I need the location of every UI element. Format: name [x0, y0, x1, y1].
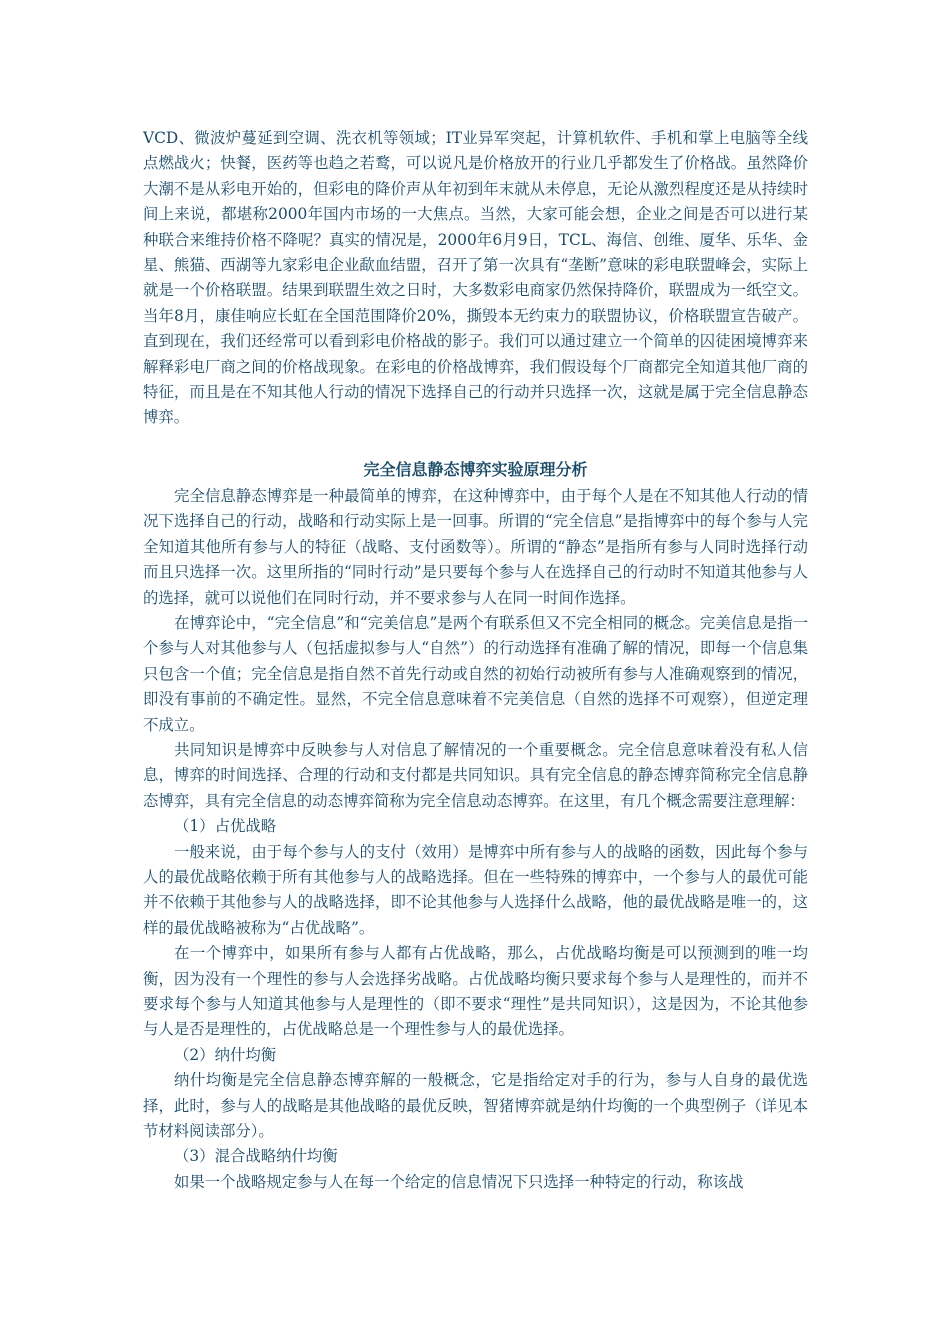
paragraph-nash-equilibrium: 纳什均衡是完全信息静态博弈解的一般概念，它是指给定对手的行为，参与人自身的最优选择，此时，参与人的战略是其他战略的最优反映，智猪博弈就是纳什均衡的一个典型例子（详见本节材料阅读部分）。 — [143, 1071, 808, 1141]
intro-paragraph: VCD、微波炉蔓延到空调、洗衣机等领域；IT业异军突起，计算机软件、手机和掌上电脑等全线点燃战火；快餐，医药等也趋之若鹜，可以说凡是价格放开的行业几乎都发生了价格战。虽然降价大潮不是从彩电开始的，但彩电的降价声从年初到年末就从未停息，无论从激烈程度还是从持续时间上来说，都堪称2000年国内市场的一大焦点。当然，大家可能会想，企业之间是否可以进行某种联合来维持价格不降呢？真实的情况是，2000年6月9日，TCL、海信、创维、厦华、乐华、金星、熊猫、西湖等九家彩电企业歃血结盟，召开了第一次具有“垄断”意味的彩电联盟峰会，实际上就是一个价格联盟。结果到联盟生效之日时，大多数彩电商家仍然保持降价，联盟成为一纸空文。当年8月，康佳响应长虹在全国范围降价20%，撕毁本无约束力的联盟协议，价格联盟宣告破产。直到现在，我们还经常可以看到彩电价格战的影子。我们可以通过建立一个简单的囚徒困境博弈来解释彩电厂商之间的价格战现象。在彩电的价格战博弈，我们假设每个厂商都完全知道其他厂商的特征，而且是在不知其他人行动的情况下选择自己的行动并只选择一次，这就是属于完全信息静态博弈。 — [143, 129, 808, 427]
subheading-mixed-strategy-nash: （3）混合战略纳什均衡 — [174, 1147, 338, 1166]
paragraph-complete-info-static-game: 完全信息静态博弈是一种最简单的博弈，在这种博弈中，由于每个人是在不知其他人行动的情况下选择自己的行动，战略和行动实际上是一回事。所谓的“完全信息”是指博弈中的每个参与人完全知道其他所有参与人的特征（战略、支付函数等）。所谓的“静态”是指所有参与人同时选择行动而且只选择一次。这里所指的“同时行动”是只要每个参与人在选择自己的行动时不知道其他参与人的选择，就可以说他们在同时行动，并不要求参与人在同一时间作选择。 — [143, 486, 808, 607]
document-page — [143, 126, 808, 1195]
paragraph-complete-vs-perfect-info: 在博弈论中，“完全信息”和“完美信息”是两个有联系但又不完全相同的概念。完美信息是指一个参与人对其他参与人（包括虚拟参与人“自然”）的行动选择有准确了解的情况，即每一个信息集只包含一个值；完全信息是指自然不首先行动或自然的初始行动被所有参与人准确观察到的情况，即没有事前的不确定性。显然，不完全信息意味着不完美信息（自然的选择不可观察），但逆定理不成立。 — [143, 613, 808, 734]
paragraph-common-knowledge: 共同知识是博弈中反映参与人对信息了解情况的一个重要概念。完全信息意味着没有私人信息，博弈的时间选择、合理的行动和支付都是共同知识。具有完全信息的静态博弈简称完全信息静态博弈，具有完全信息的动态博弈简称为完全信息动态博弈。在这里，有几个概念需要注意理解： — [143, 740, 808, 810]
section-title: 完全信息静态博弈实验原理分析 — [363, 459, 588, 479]
paragraph-dominant-strategy: 一般来说，由于每个参与人的支付（效用）是博弈中所有参与人的战略的函数，因此每个参与人的最优战略依赖于所有其他参与人的战略选择。但在一些特殊的博弈中，一个参与人的最优可能并不依赖于其他参与人的战略选择，即不论其他参与人选择什么战略，他的最优战略是唯一的，这样的最优战略被称为“占优战略”。 — [143, 842, 808, 937]
subheading-nash-equilibrium: （2）纳什均衡 — [174, 1045, 277, 1064]
subheading-dominant-strategy: （1）占优战略 — [174, 817, 277, 836]
paragraph-dominant-strategy-equilibrium: 在一个博弈中，如果所有参与人都有占优战略，那么，占优战略均衡是可以预测到的唯一均衡，因为没有一个理性的参与人会选择劣战略。占优战略均衡只要求每个参与人是理性的，而并不要求每个参与人知道其他参与人是理性的（即不要求“理性”是共同知识），这是因为，不论其他参与人是否是理性的，占优战略总是一个理性参与人的最优选择。 — [143, 944, 808, 1039]
paragraph-mixed-strategy: 如果一个战略规定参与人在每一个给定的信息情况下只选择一种特定的行动，称该战 — [174, 1172, 744, 1191]
